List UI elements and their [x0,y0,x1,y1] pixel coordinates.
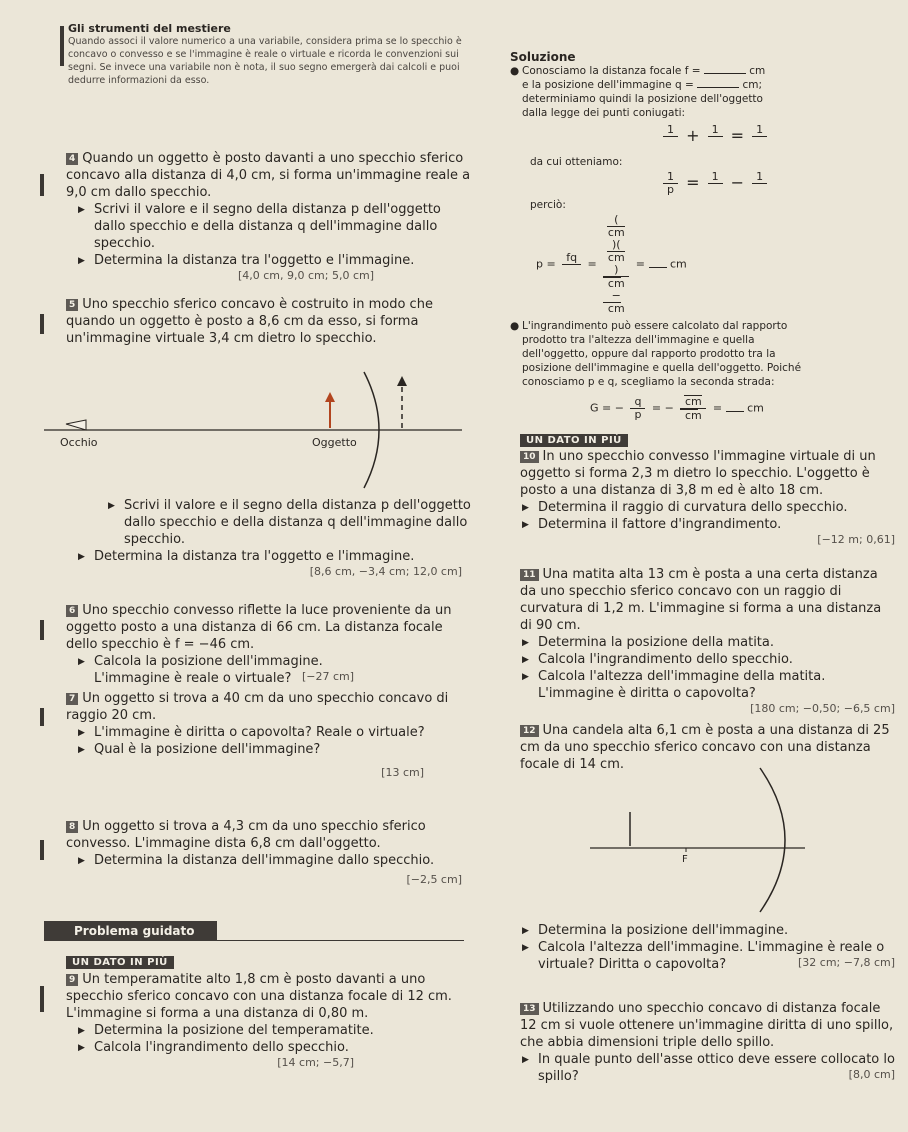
g-cm-3: cm [747,401,764,415]
exercise-5-number: 5 [66,299,78,311]
exercise-11-question-2: ▶ Calcola l'ingrandimento dello specchio. [510,651,895,668]
exercise-9-answer: [14 cm; −5,7] [277,1056,354,1069]
exercise-5-questions [44,497,474,578]
p-cm-4: cm [607,302,625,315]
exercise-7-text: Un oggetto si trova a 40 cm da uno specchio concavo di raggio 20 cm. [66,691,449,723]
p-eq: p = [536,257,556,271]
exercise-5 [44,296,474,347]
guided-problem-title: Problema guidato [44,921,217,941]
conjugate-law-num-1: 1 [663,124,678,137]
exercise-8-number: 8 [66,821,78,833]
eye-label: Occhio [60,436,98,449]
exercise-6-number: 6 [66,605,78,617]
exercise-7-number: 7 [66,693,78,705]
exercise-7 [44,690,474,779]
exercise-5-answer: [8,6 cm, −3,4 cm; 12,0 cm] [309,565,462,578]
solution-image-text: e la posizione dell'immagine q = [522,79,694,91]
exercise-11-question-3: ▶ Calcola l'altezza dell'immagine della matita. L'immagine è diritta o capovolta? [510,668,895,702]
g-p: p [634,408,642,421]
exercise-12-number: 12 [520,725,539,737]
g-q: q [630,396,645,409]
exercise-10 [510,428,895,546]
guided-problem-header [44,920,464,941]
conjugate-law-formula: 1 + 1 = 1 [660,124,895,149]
solution-magnification: ● L'ingrandimento può essere calcolato dal rapporto prodotto tra l'altezza dell'immagine e quella dell'oggetto, oppure dal rapporto prodotto tra la posizione dell'immagine e quella dell'oggetto. Poiché conosciamo p e q, scegliamo la seconda strada: [510,319,895,389]
exercise-7-answer: [13 cm] [381,766,424,779]
exercise-12-answer: [32 cm; −7,8 cm] [797,956,895,969]
exercise-4 [44,150,474,282]
exercise-7-question-2: ▶ Qual è la posizione dell'immagine? [66,741,474,758]
exercise-11-number: 11 [520,569,539,581]
solution-perc: perciò: [530,199,566,211]
solution-magnification-text: L'ingrandimento può essere calcolato dal rapporto prodotto tra l'altezza dell'immagine e quella dell'oggetto, oppure dal rapporto prodotto tra la posizione dell'immagine e quella dell'oggetto. Poiché conosciamo p e q, scegliamo la seconda strada: [522,320,802,388]
exercise-13-question-1: ▶ In quale punto dell'asse ottico deve essere collocato lo spillo? [510,1051,895,1085]
exercise-4-text: Quando un oggetto è posto davanti a uno specchio sferico concavo alla distanza di 4,0 cm, si forma un'immagine reale a 9,0 cm dallo specchio. [66,151,471,200]
exercise-11-text: Una matita alta 13 cm è posta a una certa distanza da uno specchio sferico concavo con un raggio di curvatura di 1,2 m. L'immagine si forma a una distanza di 90 cm. [520,567,882,633]
exercise-9-text: Un temperamatite alto 1,8 cm è posto davanti a uno specchio sferico concavo con una distanza focale di 12 cm. L'immagine si forma a una distanza di 0,80 m. [66,972,452,1021]
exercise-10-number: 10 [520,451,539,463]
g-cm-1: cm [684,395,702,408]
exercise-13 [510,1000,895,1084]
solution-inverse-formula: $\frac{1}{p}$ = 1 − 1 [660,171,895,196]
exercise-6-answer: [−27 cm] [301,670,354,683]
exercise-11-question-1: ▶ Determina la posizione della matita. [510,634,895,651]
exercise-7-question-1: ▶ L'immagine è diritta o capovolta? Reale o virtuale? [66,724,474,741]
p-cm-3: cm [607,277,625,290]
intro-box [64,22,464,87]
exercise-10-tag: UN DATO IN PIÙ [520,434,628,447]
exercise-9-tag: UN DATO IN PIÙ [66,956,174,969]
exercise-10-text: In uno specchio convesso l'immagine virtuale di un oggetto si forma 2,3 m dietro lo specchio. L'oggetto è posto a una distanza di 3,8 m ed è alto 18 cm. [520,449,876,498]
solution-g-formula: G = − $\frac{q}{p}$ = − $\frac{cm}{cm}$ = cm [590,395,764,422]
exercise-9-question-1: ▶ Determina la posizione del temperamatite. [66,1022,474,1039]
exercise-9-marker [40,986,44,1012]
g-cm-2: cm [684,409,702,422]
exercise-11 [510,566,895,715]
g-eq: G = − [590,401,624,415]
solution-title: Soluzione [510,50,576,64]
exercise-12-question-2: ▶ Calcola l'altezza dell'immagine. L'immagine è reale o virtuale? Diritta o capovolta? [510,939,895,973]
exercise-13-answer: [8,0 cm] [848,1068,895,1081]
exercise-9-question-2: ▶ Calcola l'ingrandimento dello specchio. [66,1039,474,1056]
exercise-8 [44,818,474,886]
exercise-5-text: Uno specchio sferico concavo è costruito in modo che quando un oggetto è posto a 8,6 cm da esso, si forma un'immagine virtuale 3,4 cm dietro lo specchio. [66,297,433,346]
candle-diagram [590,760,820,920]
exercise-5-question-1: ▶ Scrivi il valore e il segno della distanza p dell'oggetto dallo specchio e della distanza q dell'immagine dallo specchio. [96,497,474,548]
exercise-6-text: Uno specchio convesso riflette la luce proveniente da un oggetto posto a una distanza di 66 cm. La distanza focale dello specchio è f = −46 cm. [66,603,452,652]
exercise-11-answer: [180 cm; −0,50; −6,5 cm] [750,702,895,715]
exercise-10-question-1: ▶ Determina il raggio di curvatura dello specchio. [510,499,895,516]
solution-focal-text: Conosciamo la distanza focale f = [522,65,701,77]
p-cm-1: cm [607,226,625,239]
exercise-6 [44,602,474,686]
exercise-8-marker [40,840,44,860]
exercise-12-text: Una candela alta 6,1 cm è posta a una distanza di 25 cm da uno specchio sferico concavo con una distanza focale di 14 cm. [520,723,890,772]
exercise-10-question-2: ▶ Determina il fattore d'ingrandimento. [510,516,895,533]
exercise-8-answer: [−2,5 cm] [406,873,462,886]
conjugate-law-num-2: 1 [708,124,723,137]
exercise-5-question-2: ▶ Determina la distanza tra l'oggetto e l'immagine. [66,548,474,565]
object-label: Oggetto [312,436,357,449]
exercise-4-question-2: ▶ Determina la distanza tra l'oggetto e l'immagine. [66,252,474,269]
solution-given-data: ● Conosciamo la distanza focale f = cm e la posizione dell'immagine q = cm; determiniamo quindi la posizione dell'oggetto dalla legge dei punti coniugati: [510,64,895,120]
exercise-13-text: Utilizzando uno specchio concavo di distanza focale 12 cm si vuole ottenere un'immagine diritta di uno spillo, che abbia dimensioni triple dello spillo. [520,1001,894,1050]
inverse-num: 1 [663,171,678,184]
solution-focal-unit: cm [749,65,766,77]
solution-object-text: determiniamo quindi la posizione dell'oggetto dalla legge dei punti coniugati: [522,93,763,119]
solution-image-unit: cm; [742,79,762,91]
exercise-4-number: 4 [66,153,78,165]
exercise-10-answer: [−12 m; 0,61] [817,533,895,546]
exercise-5-marker [40,314,44,334]
solution-obtain: da cui otteniamo: [530,156,623,168]
exercise-9-number: 9 [66,974,78,986]
focus-label: F [682,854,688,865]
p-fq: fq [562,252,581,265]
exercise-12-question-1: ▶ Determina la posizione dell'immagine. [510,922,895,939]
intro-title: Gli strumenti del mestiere [68,22,231,35]
intro-marker [60,26,64,66]
exercise-8-question-1: ▶ Determina la distanza dell'immagine dallo specchio. [66,852,474,869]
inverse-den: p [667,183,674,196]
exercise-4-question-1: ▶ Scrivi il valore e il segno della distanza p dell'oggetto dallo specchio e della distanza q dell'immagine dallo specchio. [66,201,474,252]
inverse-num-2: 1 [708,171,723,184]
inverse-num-3: 1 [752,171,767,184]
p-cm-2: cm [607,251,625,264]
exercise-12-questions [510,922,895,972]
exercise-6-marker [40,620,44,640]
exercise-6-question-1: ▶ Calcola la posizione dell'immagine. L'immagine è reale o virtuale? [66,653,344,687]
solution-p-formula: p = fq = ( cm )( cm ) cm − cm = cm [536,213,687,315]
conjugate-law-num-3: 1 [752,124,767,137]
exercise-4-answer: [4,0 cm, 9,0 cm; 5,0 cm] [237,269,374,282]
exercise-13-number: 13 [520,1003,539,1015]
p-cm-5: cm [670,257,687,271]
solution [510,50,895,422]
exercise-7-marker [40,708,44,726]
exercise-4-marker [40,174,44,196]
intro-text: Quando associ il valore numerico a una variabile, considera prima se lo specchio è concavo o convesso e se l'immagine è reale o virtuale e ricorda le convenzioni sui segni. Se invece una variabile non è nota, il suo segno emergerà dai calcoli e puoi dedurre informazioni da esso. [68,36,462,86]
exercise-9 [44,950,474,1069]
mirror-diagram [44,366,484,494]
exercise-8-text: Un oggetto si trova a 4,3 cm da uno specchio sferico convesso. L'immagine dista 6,8 cm dall'oggetto. [66,819,426,851]
